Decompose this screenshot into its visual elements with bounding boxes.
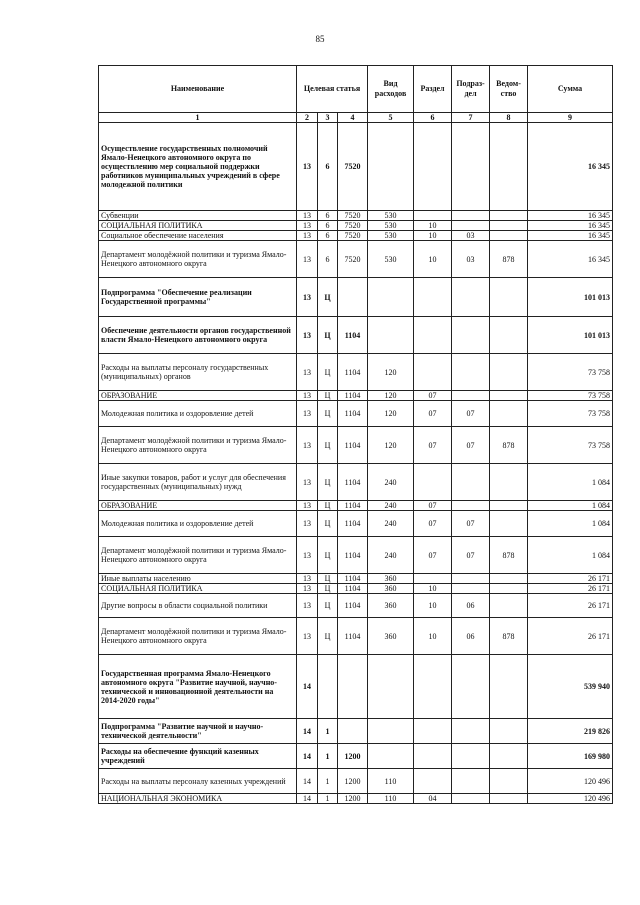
cell-c1: 13 <box>297 618 318 655</box>
table-row <box>99 574 613 584</box>
cell-ved: 878 <box>490 427 528 464</box>
cell-ved <box>490 123 528 211</box>
cell-c1: 14 <box>297 719 318 744</box>
cell-c1: 13 <box>297 584 318 594</box>
cell-c3 <box>338 655 368 719</box>
table-row <box>99 794 613 804</box>
cell-c2: 6 <box>318 211 338 221</box>
cell-name: Обеспечение деятельности органов государственной власти Ямало-Ненецкого автономного округа <box>99 317 297 354</box>
cell-c1: 13 <box>297 278 318 317</box>
cell-c2: Ц <box>318 584 338 594</box>
index-cell: 5 <box>368 113 414 123</box>
header-expense-type: Вид расходов <box>368 66 414 113</box>
cell-c3 <box>338 278 368 317</box>
table-row <box>99 618 613 655</box>
table-row <box>99 278 613 317</box>
cell-c2: Ц <box>318 401 338 427</box>
header-section: Раздел <box>414 66 452 113</box>
cell-sum: 1 084 <box>528 511 613 537</box>
cell-c3: 7520 <box>338 231 368 241</box>
cell-c3: 1104 <box>338 317 368 354</box>
index-cell: 4 <box>338 113 368 123</box>
cell-ved <box>490 317 528 354</box>
cell-c2: 1 <box>318 769 338 794</box>
cell-c2: 1 <box>318 744 338 769</box>
cell-sum: 16 345 <box>528 231 613 241</box>
cell-name: СОЦИАЛЬНАЯ ПОЛИТИКА <box>99 584 297 594</box>
cell-ved <box>490 401 528 427</box>
cell-pr <box>452 317 490 354</box>
cell-c2: Ц <box>318 574 338 584</box>
cell-ved <box>490 594 528 618</box>
cell-name: Молодежная политика и оздоровление детей <box>99 511 297 537</box>
cell-name: ОБРАЗОВАНИЕ <box>99 391 297 401</box>
table-row <box>99 655 613 719</box>
cell-ved <box>490 511 528 537</box>
cell-name: Департамент молодёжной политики и туризма Ямало-Ненецкого автономного округа <box>99 427 297 464</box>
cell-vr <box>368 278 414 317</box>
cell-ved <box>490 231 528 241</box>
cell-vr <box>368 655 414 719</box>
cell-pr: 07 <box>452 537 490 574</box>
cell-vr <box>368 744 414 769</box>
cell-name: Расходы на выплаты персоналу государственных (муниципальных) органов <box>99 354 297 391</box>
cell-c1: 13 <box>297 354 318 391</box>
table-row <box>99 317 613 354</box>
cell-rz: 10 <box>414 221 452 231</box>
table-row <box>99 354 613 391</box>
cell-c1: 13 <box>297 464 318 501</box>
cell-c3: 1104 <box>338 618 368 655</box>
cell-ved <box>490 354 528 391</box>
table-body <box>99 123 613 804</box>
cell-c3: 7520 <box>338 241 368 278</box>
cell-vr: 530 <box>368 221 414 231</box>
cell-c3: 1104 <box>338 391 368 401</box>
cell-name: Департамент молодёжной политики и туризма Ямало-Ненецкого автономного округа <box>99 537 297 574</box>
cell-vr: 110 <box>368 769 414 794</box>
cell-vr: 530 <box>368 231 414 241</box>
cell-rz <box>414 278 452 317</box>
cell-c3: 7520 <box>338 221 368 231</box>
header-subsection: Подраз-дел <box>452 66 490 113</box>
cell-c2: 6 <box>318 123 338 211</box>
cell-c1: 13 <box>297 537 318 574</box>
cell-sum: 73 758 <box>528 401 613 427</box>
cell-name: Социальное обеспечение населения <box>99 231 297 241</box>
cell-rz: 10 <box>414 594 452 618</box>
cell-sum: 73 758 <box>528 427 613 464</box>
cell-c3: 1104 <box>338 574 368 584</box>
cell-c2: Ц <box>318 511 338 537</box>
cell-vr <box>368 317 414 354</box>
cell-c2: Ц <box>318 391 338 401</box>
cell-pr <box>452 719 490 744</box>
table-row <box>99 501 613 511</box>
index-cell: 1 <box>99 113 297 123</box>
cell-c2: Ц <box>318 618 338 655</box>
cell-c3: 1200 <box>338 794 368 804</box>
cell-name: Другие вопросы в области социальной политики <box>99 594 297 618</box>
cell-ved: 878 <box>490 618 528 655</box>
cell-rz <box>414 464 452 501</box>
cell-pr <box>452 769 490 794</box>
cell-rz <box>414 769 452 794</box>
cell-rz: 07 <box>414 401 452 427</box>
cell-c1: 13 <box>297 391 318 401</box>
cell-c3: 1104 <box>338 594 368 618</box>
cell-rz: 10 <box>414 241 452 278</box>
cell-pr <box>452 501 490 511</box>
budget-table <box>98 65 613 804</box>
cell-c1: 13 <box>297 401 318 427</box>
cell-rz <box>414 354 452 391</box>
cell-sum: 101 013 <box>528 317 613 354</box>
table-row <box>99 123 613 211</box>
cell-ved <box>490 278 528 317</box>
cell-vr: 120 <box>368 401 414 427</box>
cell-c1: 13 <box>297 123 318 211</box>
cell-vr: 530 <box>368 211 414 221</box>
cell-name: Расходы на обеспечение функций казенных учреждений <box>99 744 297 769</box>
cell-sum: 26 171 <box>528 618 613 655</box>
table-row <box>99 427 613 464</box>
cell-c3: 1104 <box>338 511 368 537</box>
cell-ved <box>490 501 528 511</box>
cell-c1: 13 <box>297 511 318 537</box>
header-amount: Сумма <box>528 66 613 113</box>
cell-sum: 101 013 <box>528 278 613 317</box>
cell-sum: 16 345 <box>528 241 613 278</box>
cell-pr: 03 <box>452 241 490 278</box>
cell-rz: 10 <box>414 584 452 594</box>
cell-rz <box>414 317 452 354</box>
cell-rz <box>414 744 452 769</box>
cell-sum: 539 940 <box>528 655 613 719</box>
cell-ved: 878 <box>490 537 528 574</box>
cell-c2: Ц <box>318 537 338 574</box>
cell-c3: 1200 <box>338 769 368 794</box>
index-cell: 6 <box>414 113 452 123</box>
cell-name: СОЦИАЛЬНАЯ ПОЛИТИКА <box>99 221 297 231</box>
cell-rz: 07 <box>414 537 452 574</box>
cell-c3: 1104 <box>338 464 368 501</box>
cell-pr <box>452 584 490 594</box>
cell-sum: 16 345 <box>528 221 613 231</box>
table-row <box>99 401 613 427</box>
cell-rz: 04 <box>414 794 452 804</box>
cell-c1: 13 <box>297 574 318 584</box>
cell-c3: 1104 <box>338 354 368 391</box>
cell-c3 <box>338 719 368 744</box>
cell-vr: 120 <box>368 391 414 401</box>
cell-pr <box>452 794 490 804</box>
cell-ved <box>490 391 528 401</box>
cell-c1: 13 <box>297 594 318 618</box>
cell-pr <box>452 655 490 719</box>
table-row <box>99 719 613 744</box>
cell-name: Государственная программа Ямало-Ненецкого автономного округа "Развитие научной, научно-технической и инновационной деятельности на 2014-2020 годы" <box>99 655 297 719</box>
cell-rz <box>414 211 452 221</box>
cell-c3: 1104 <box>338 584 368 594</box>
cell-vr: 530 <box>368 241 414 278</box>
cell-ved <box>490 584 528 594</box>
table-row <box>99 464 613 501</box>
cell-sum: 1 084 <box>528 537 613 574</box>
cell-c1: 13 <box>297 231 318 241</box>
cell-c3: 1104 <box>338 401 368 427</box>
cell-pr: 07 <box>452 401 490 427</box>
cell-pr <box>452 278 490 317</box>
header-row <box>99 66 613 113</box>
cell-rz: 07 <box>414 511 452 537</box>
cell-c2: Ц <box>318 317 338 354</box>
cell-vr: 360 <box>368 594 414 618</box>
cell-sum: 73 758 <box>528 354 613 391</box>
cell-sum: 26 171 <box>528 594 613 618</box>
cell-vr: 240 <box>368 537 414 574</box>
cell-pr <box>452 221 490 231</box>
cell-name: Молодежная политика и оздоровление детей <box>99 401 297 427</box>
cell-name: Подпрограмма "Развитие научной и научно-технической деятельности" <box>99 719 297 744</box>
cell-c2: 6 <box>318 221 338 231</box>
cell-sum: 1 084 <box>528 501 613 511</box>
index-row <box>99 113 613 123</box>
cell-vr: 120 <box>368 354 414 391</box>
cell-ved <box>490 211 528 221</box>
cell-c3: 1104 <box>338 427 368 464</box>
cell-sum: 16 345 <box>528 123 613 211</box>
cell-name: Департамент молодёжной политики и туризма Ямало-Ненецкого автономного округа <box>99 618 297 655</box>
cell-ved <box>490 574 528 584</box>
table-row <box>99 211 613 221</box>
cell-c1: 14 <box>297 655 318 719</box>
cell-c1: 13 <box>297 501 318 511</box>
cell-c1: 13 <box>297 317 318 354</box>
cell-pr <box>452 391 490 401</box>
cell-vr: 360 <box>368 584 414 594</box>
cell-sum: 16 345 <box>528 211 613 221</box>
cell-sum: 1 084 <box>528 464 613 501</box>
index-cell: 2 <box>297 113 318 123</box>
cell-pr: 06 <box>452 618 490 655</box>
table-row <box>99 594 613 618</box>
cell-pr: 07 <box>452 511 490 537</box>
cell-pr: 07 <box>452 427 490 464</box>
cell-c2 <box>318 655 338 719</box>
table-row <box>99 511 613 537</box>
cell-c2: Ц <box>318 594 338 618</box>
cell-c3: 1200 <box>338 744 368 769</box>
header-target: Целевая статья <box>297 66 368 113</box>
table-row <box>99 537 613 574</box>
cell-sum: 169 980 <box>528 744 613 769</box>
cell-c1: 13 <box>297 427 318 464</box>
cell-rz <box>414 574 452 584</box>
cell-c1: 14 <box>297 769 318 794</box>
cell-vr: 240 <box>368 501 414 511</box>
table-row <box>99 584 613 594</box>
cell-c2: Ц <box>318 278 338 317</box>
cell-vr: 360 <box>368 574 414 584</box>
cell-c3: 7520 <box>338 211 368 221</box>
cell-rz: 10 <box>414 618 452 655</box>
cell-c1: 13 <box>297 241 318 278</box>
cell-c1: 14 <box>297 744 318 769</box>
cell-rz: 07 <box>414 427 452 464</box>
cell-sum: 73 758 <box>528 391 613 401</box>
cell-c3: 7520 <box>338 123 368 211</box>
index-cell: 9 <box>528 113 613 123</box>
cell-c2: 1 <box>318 794 338 804</box>
table-row <box>99 221 613 231</box>
cell-vr: 240 <box>368 511 414 537</box>
cell-c2: 6 <box>318 231 338 241</box>
cell-pr <box>452 211 490 221</box>
cell-name: Субвенции <box>99 211 297 221</box>
cell-name: Подпрограмма "Обеспечение реализации Государственной программы" <box>99 278 297 317</box>
cell-ved <box>490 464 528 501</box>
cell-pr <box>452 123 490 211</box>
cell-c2: Ц <box>318 354 338 391</box>
cell-rz: 07 <box>414 391 452 401</box>
cell-name: Расходы на выплаты персоналу казенных учреждений <box>99 769 297 794</box>
table-row <box>99 241 613 278</box>
header-department: Ведом-ство <box>490 66 528 113</box>
cell-name: Департамент молодёжной политики и туризма Ямало-Ненецкого автономного округа <box>99 241 297 278</box>
cell-name: НАЦИОНАЛЬНАЯ ЭКОНОМИКА <box>99 794 297 804</box>
table-row <box>99 744 613 769</box>
cell-vr: 120 <box>368 427 414 464</box>
page-number: 85 <box>315 34 325 44</box>
cell-pr: 06 <box>452 594 490 618</box>
cell-ved: 878 <box>490 241 528 278</box>
cell-name: ОБРАЗОВАНИЕ <box>99 501 297 511</box>
table-row <box>99 231 613 241</box>
cell-c2: Ц <box>318 464 338 501</box>
cell-sum: 219 826 <box>528 719 613 744</box>
cell-c2: 1 <box>318 719 338 744</box>
cell-name: Осуществление государственных полномочий Ямало-Ненецкого автономного округа по осуществлению мер социальной поддержки работников муниципальных учреждений в сфере молодежной политики <box>99 123 297 211</box>
cell-c1: 13 <box>297 211 318 221</box>
cell-sum: 26 171 <box>528 584 613 594</box>
cell-pr <box>452 354 490 391</box>
cell-ved <box>490 655 528 719</box>
header-name: Наименование <box>99 66 297 113</box>
cell-c1: 14 <box>297 794 318 804</box>
cell-vr <box>368 123 414 211</box>
cell-c3: 1104 <box>338 537 368 574</box>
cell-vr: 110 <box>368 794 414 804</box>
index-cell: 8 <box>490 113 528 123</box>
table-row <box>99 769 613 794</box>
cell-vr: 240 <box>368 464 414 501</box>
cell-rz <box>414 655 452 719</box>
index-cell: 7 <box>452 113 490 123</box>
cell-ved <box>490 794 528 804</box>
cell-ved <box>490 769 528 794</box>
cell-pr <box>452 464 490 501</box>
index-cell: 3 <box>318 113 338 123</box>
cell-c2: 6 <box>318 241 338 278</box>
cell-sum: 120 496 <box>528 769 613 794</box>
cell-sum: 120 496 <box>528 794 613 804</box>
cell-name: Иные закупки товаров, работ и услуг для обеспечения государственных (муниципальных) нужд <box>99 464 297 501</box>
cell-vr <box>368 719 414 744</box>
cell-ved <box>490 221 528 231</box>
cell-c2: Ц <box>318 501 338 511</box>
cell-pr <box>452 744 490 769</box>
cell-ved <box>490 719 528 744</box>
cell-pr <box>452 574 490 584</box>
cell-c3: 1104 <box>338 501 368 511</box>
cell-rz <box>414 719 452 744</box>
cell-c2: Ц <box>318 427 338 464</box>
cell-ved <box>490 744 528 769</box>
cell-c1: 13 <box>297 221 318 231</box>
cell-name: Иные выплаты населению <box>99 574 297 584</box>
cell-rz: 10 <box>414 231 452 241</box>
cell-rz: 07 <box>414 501 452 511</box>
table-row <box>99 391 613 401</box>
cell-vr: 360 <box>368 618 414 655</box>
cell-sum: 26 171 <box>528 574 613 584</box>
cell-rz <box>414 123 452 211</box>
cell-pr: 03 <box>452 231 490 241</box>
